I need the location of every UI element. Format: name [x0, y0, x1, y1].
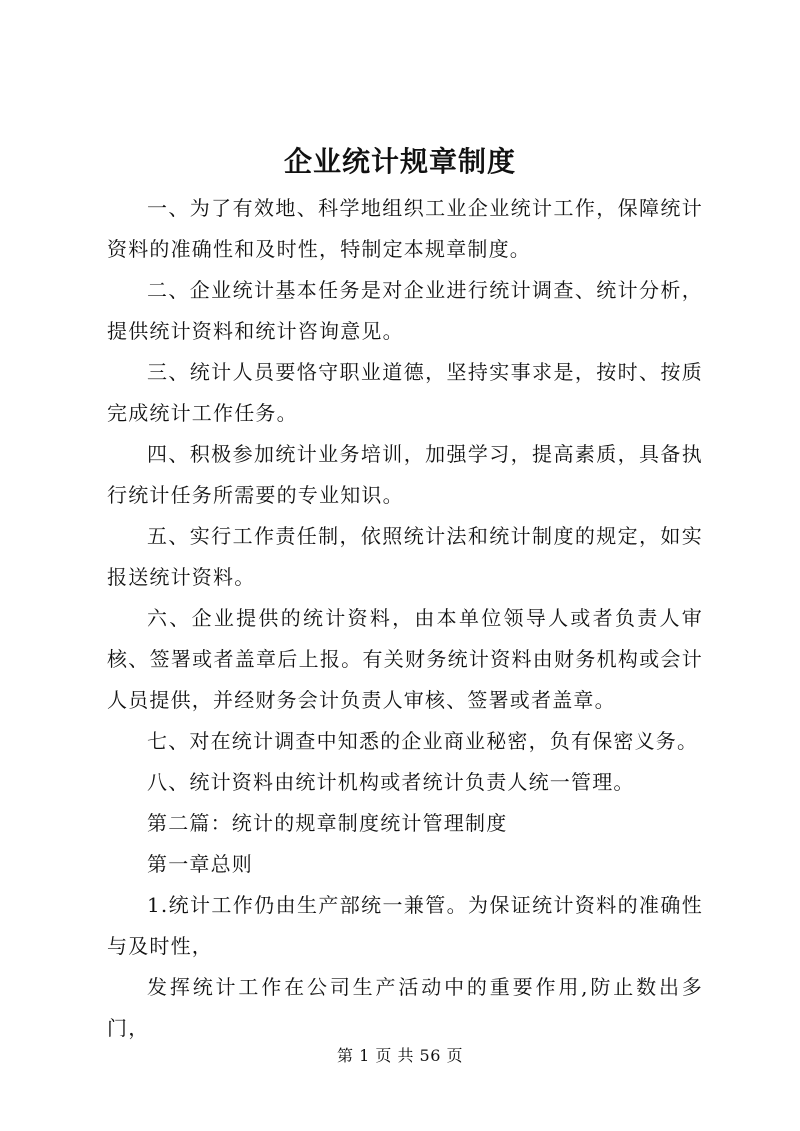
paragraph-7: 七、对在统计调查中知悉的企业商业秘密，负有保密义务。	[147, 729, 699, 753]
document-body	[107, 188, 703, 1049]
paragraph-1: 一、为了有效地、科学地组织工业企业统计工作，保障统计资料的准确性和及时性，特制定本规章制度。	[107, 196, 703, 261]
chapter-heading: 第一章总则	[147, 852, 253, 876]
paragraph-10: 发挥统计工作在公司生产活动中的重要作用,防止数出多门，	[107, 975, 703, 1040]
paragraph-4: 四、积极参加统计业务培训，加强学习，提高素质，具备执行统计任务所需要的专业知识。	[107, 442, 703, 507]
paragraph-8: 八、统计资料由统计机构或者统计负责人统一管理。	[147, 770, 635, 794]
paragraph-6: 六、企业提供的统计资料，由本单位领导人或者负责人审核、签署或者盖章后上报。有关财务统计资料由财务机构或会计人员提供，并经财务会计负责人审核、签署或者盖章。	[107, 606, 703, 712]
page-number-footer: 第 1 页 共 56 页	[337, 1046, 463, 1065]
paragraph-5: 五、实行工作责任制，依照统计法和统计制度的规定，如实报送统计资料。	[107, 524, 703, 589]
section-heading: 第二篇：统计的规章制度统计管理制度	[147, 811, 508, 835]
document-title: 企业统计规章制度	[283, 145, 516, 178]
paragraph-9: 1.统计工作仍由生产部统一兼管。为保证统计资料的准确性与及时性，	[107, 893, 703, 958]
paragraph-2: 二、企业统计基本任务是对企业进行统计调查、统计分析，提供统计资料和统计咨询意见。	[107, 278, 703, 343]
paragraph-3: 三、统计人员要恪守职业道德，坚持实事求是，按时、按质完成统计工作任务。	[107, 360, 703, 425]
